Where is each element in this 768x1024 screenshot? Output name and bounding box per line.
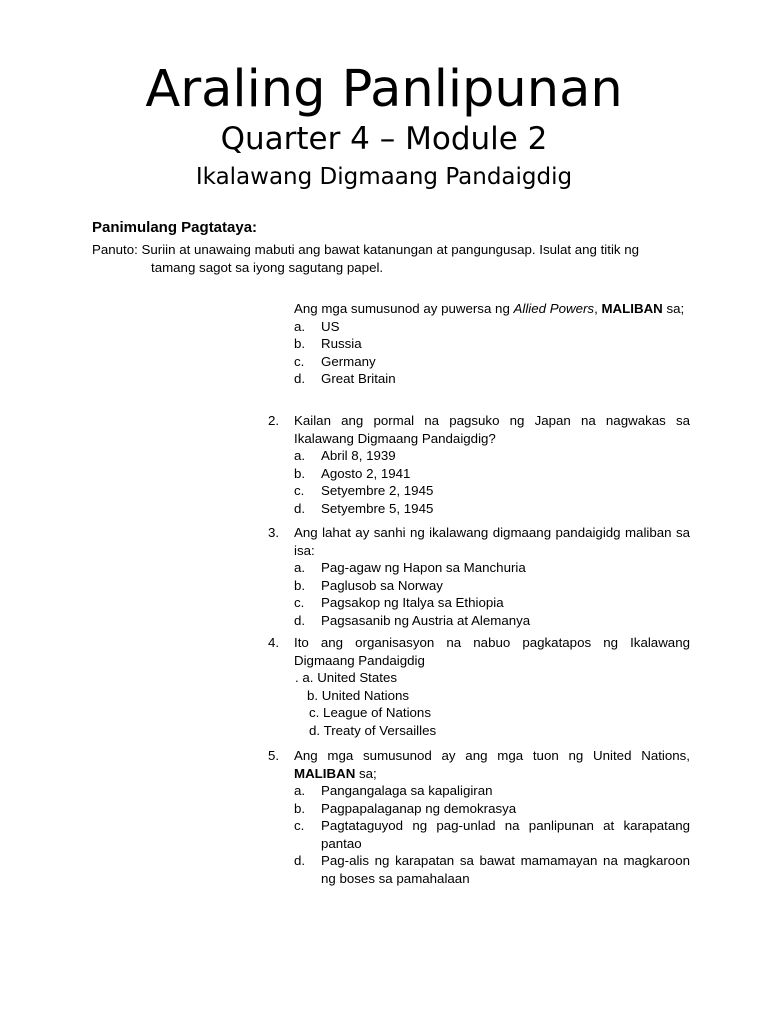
option-letter: c. — [294, 483, 305, 498]
option-text: Paglusob sa Norway — [321, 577, 443, 593]
option-letter: c. — [294, 595, 305, 610]
question-text: Ito ang organisasyon na nabuo pagkatapos ng Ikalawang Digmaang Pandaigdig — [294, 635, 690, 668]
option-a — [268, 447, 690, 465]
question-text-bold: MALIBAN — [601, 301, 663, 316]
option-letter: d. — [294, 371, 306, 386]
question-3 — [268, 524, 690, 629]
instructions-line-1: Panuto: Suriin at unawaing mabuti ang bawat katanungan at pangungusap. Isulat ang titik ng — [92, 242, 640, 257]
option-text: Great Britain — [321, 371, 396, 386]
option-text: United States — [317, 670, 398, 685]
option-d — [309, 722, 690, 740]
option-text: United Nations — [321, 687, 410, 703]
option-text: Pagsakop ng Italya sa Ethiopia — [321, 595, 504, 610]
option-b — [268, 465, 690, 483]
option-letter: a. — [294, 560, 306, 575]
section-heading: Panimulang Pagtataya: — [92, 219, 258, 236]
option-text: Germany — [321, 353, 376, 369]
option-list — [268, 559, 690, 629]
question-number: 3. — [268, 525, 280, 540]
option-letter: d. — [294, 853, 306, 868]
question-5 — [268, 747, 690, 887]
option-d — [268, 370, 690, 388]
option-text: Pagsasanib ng Austria at Alemanya — [321, 612, 531, 628]
option-text: Treaty of Versailles — [323, 722, 437, 738]
question-text: Kailan ang pormal na pagsuko ng Japan na nagwakas sa Ikalawang Digmaang Pandaigdig? — [294, 413, 690, 446]
option-text: Agosto 2, 1941 — [321, 465, 411, 481]
option-text: Setyembre 2, 1945 — [321, 483, 434, 498]
document-subtitle: Quarter 4 – Module 2 — [220, 121, 548, 157]
option-c — [268, 594, 690, 612]
option-text: Abril 8, 1939 — [321, 448, 396, 463]
question-text-bold: MALIBAN — [294, 765, 356, 781]
option-a — [295, 669, 690, 687]
option-letter: a. — [294, 318, 306, 334]
option-b — [268, 335, 690, 353]
option-d — [268, 500, 690, 518]
option-list — [268, 318, 690, 388]
question-text-part: Ang mga sumusunod ay puwersa ng — [294, 301, 514, 316]
option-d — [268, 852, 690, 887]
option-list — [268, 782, 690, 887]
question-text — [294, 747, 690, 782]
option-letter: d. — [294, 612, 306, 628]
option-list — [268, 669, 690, 739]
option-letter: b. — [294, 336, 306, 351]
option-text: League of Nations — [323, 705, 431, 720]
option-d — [268, 612, 690, 630]
option-text: Pag-alis ng karapatan sa bawat mamamayan na magkaroon ng boses sa pamahalaan — [321, 853, 690, 886]
option-letter: . a. — [295, 670, 314, 685]
option-letter: b. — [294, 577, 306, 593]
document-topic: Ikalawang Digmaang Pandaigdig — [195, 164, 573, 190]
option-b — [307, 687, 690, 705]
option-a — [268, 318, 690, 336]
option-text: Pag-agaw ng Hapon sa Manchuria — [321, 560, 526, 575]
question-2 — [268, 412, 690, 517]
option-b — [268, 800, 690, 818]
instructions-line-2: tamang sagot sa iyong sagutang papel. — [151, 259, 384, 275]
option-letter: b. — [294, 465, 306, 481]
option-text: Pangangalaga sa kapaligiran — [321, 783, 493, 798]
option-b — [268, 577, 690, 595]
question-number: 5. — [268, 748, 280, 763]
option-letter: a. — [294, 783, 306, 798]
question-text-italic: Allied Powers — [513, 301, 595, 316]
option-c — [268, 353, 690, 371]
option-letter: d. — [294, 500, 306, 516]
question-1 — [268, 300, 690, 388]
option-letter: d. — [309, 722, 321, 738]
option-text: Pagtataguyod ng pag-unlad na panlipunan at karapatang pantao — [321, 818, 690, 851]
question-number: 4. — [268, 635, 280, 650]
option-text: Pagpapalaganap ng demokrasya — [321, 800, 517, 816]
option-letter: a. — [294, 448, 306, 463]
question-text-part: sa; — [662, 301, 685, 316]
option-a — [268, 782, 690, 800]
option-letter: c. — [309, 705, 320, 720]
option-text: US — [321, 318, 340, 334]
option-text: Russia — [321, 336, 362, 351]
option-list — [268, 447, 690, 517]
question-4 — [268, 634, 690, 739]
question-number: 2. — [268, 413, 280, 428]
document-title: Araling Panlipunan — [145, 60, 623, 119]
option-a — [268, 559, 690, 577]
question-text-part: Ang mga sumusunod ay ang mga tuon ng United Nations, — [294, 748, 690, 763]
question-text-part: , — [594, 301, 602, 316]
option-c — [268, 482, 690, 500]
option-c — [268, 817, 690, 852]
option-letter: c. — [294, 818, 305, 833]
option-letter: b. — [294, 800, 306, 816]
option-letter: b. — [307, 687, 319, 703]
option-text: Setyembre 5, 1945 — [321, 500, 434, 516]
instructions — [92, 241, 690, 276]
option-c — [309, 704, 690, 722]
option-letter: c. — [294, 353, 305, 369]
question-text — [294, 300, 690, 318]
question-text-part: sa; — [355, 765, 377, 781]
question-text: Ang lahat ay sanhi ng ikalawang digmaang pandaigidg maliban sa isa: — [294, 525, 690, 558]
